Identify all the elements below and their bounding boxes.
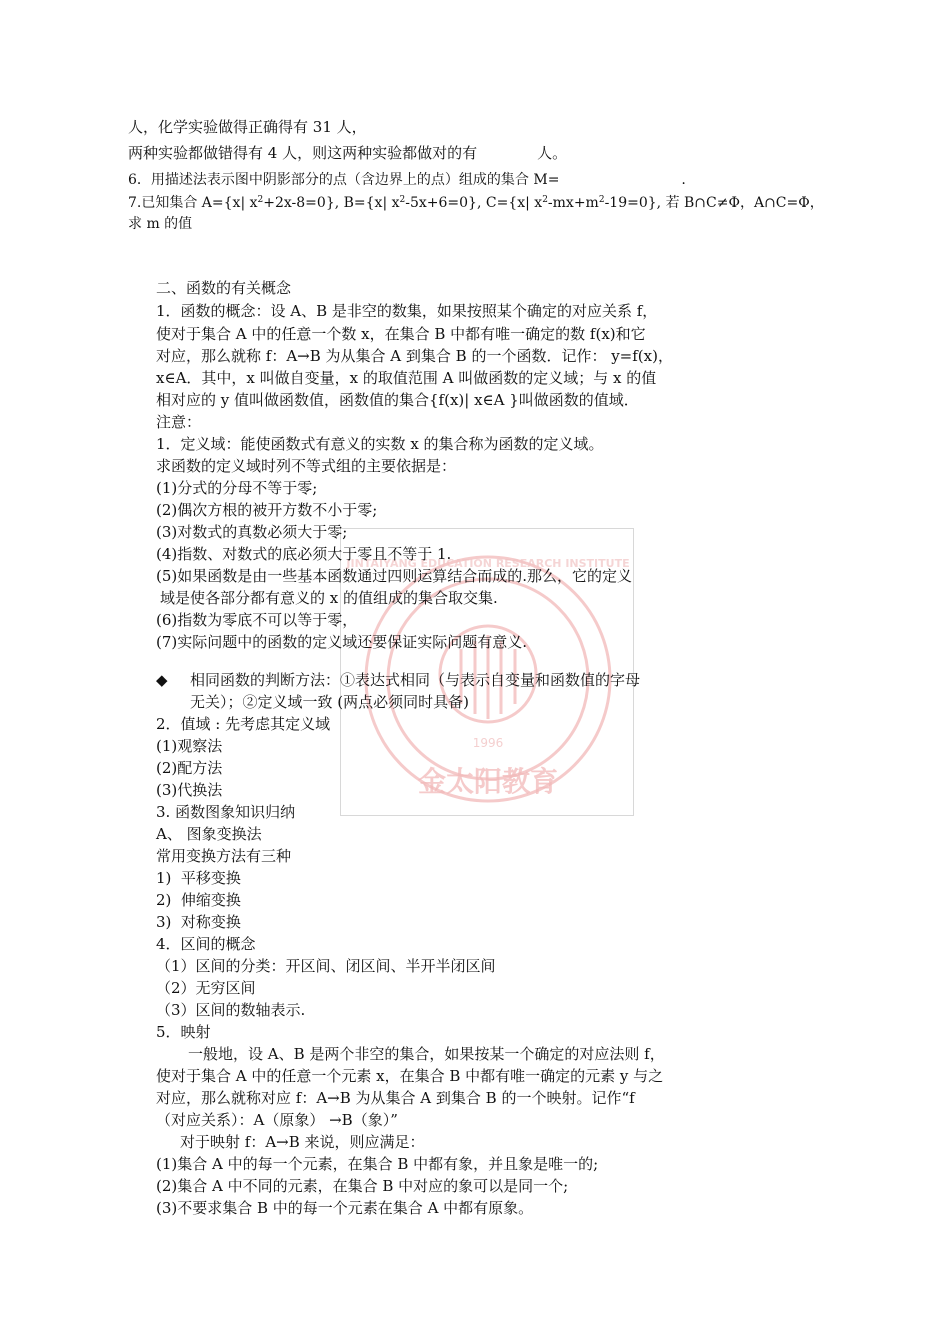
watermark-english: JINTAIYANG EDUCATION RESEARCH INSTITUTE [346, 557, 630, 570]
text-line: 人，化学实验做得正确得有 31 人， [128, 118, 367, 136]
text-segment: 7.已知集合 A={x| x [128, 195, 258, 211]
text-line: 无关）；②定义域一致 (两点必须同时具备) [190, 693, 469, 711]
text-line: 3. 函数图象知识归纳 [156, 803, 296, 821]
list-item: (3)代换法 [156, 781, 223, 799]
text-line: （对应关系）：A（原象） →B（象）” [156, 1111, 398, 1129]
list-item: (4)指数、对数式的底必须大于零且不等于 1. [156, 545, 452, 563]
text-line: 求 m 的值 [128, 216, 193, 232]
text-segment: 两种实验都做错得有 4 人，则这两种实验都做对的有 [128, 144, 478, 162]
watermark-chinese: 金太阳教育 [417, 765, 559, 798]
text-line: 相对应的 y 值叫做函数值，函数值的集合{f(x)| x∈A }叫做函数的值域． [156, 391, 639, 409]
question-7 [128, 193, 824, 213]
text-segment: . [681, 172, 686, 188]
text-line: 相同函数的判断方法：①表达式相同（与表示自变量和函数值的字母 [190, 671, 641, 689]
list-item: 1) 平移变换 [156, 869, 241, 887]
text-line: 常用变换方法有三种 [156, 847, 292, 865]
list-item: (1)观察法 [156, 737, 223, 755]
text-segment: -mx+m [547, 195, 599, 211]
text-line: 1．定义域：能使函数式有意义的实数 x 的集合称为函数的定义域。 [156, 435, 604, 453]
list-item: (7)实际问题中的函数的定义域还要保证实际问题有意义. [156, 633, 528, 651]
text-segment: -19=0}, 若 B∩C≠Φ，A∩C=Φ， [604, 195, 824, 211]
bullet-icon: ◆ [156, 671, 168, 689]
list-item: (6)指数为零底不可以等于零， [156, 611, 358, 629]
list-item: （2）无穷区间 [156, 979, 256, 997]
text-line: 对于映射 f：A→B 来说，则应满足： [180, 1133, 425, 1151]
list-item: (2)偶次方根的被开方数不小于零; [156, 501, 378, 519]
text-line: 求函数的定义域时列不等式组的主要依据是： [156, 457, 457, 475]
list-item: (3)不要求集合 B 中的每一个元素在集合 A 中都有原象。 [156, 1199, 534, 1217]
list-item: (2)配方法 [156, 759, 223, 777]
list-item: (5)如果函数是由一些基本函数通过四则运算结合而成的.那么，它的定义 [156, 567, 633, 585]
list-item: 2) 伸缩变换 [156, 891, 241, 909]
question-6 [128, 170, 686, 190]
text-line: 注意： [156, 413, 202, 431]
list-item: 3) 对称变换 [156, 913, 241, 931]
superscript: 2 [598, 195, 605, 205]
section-heading: 二、函数的有关概念 [156, 279, 292, 297]
list-item: (3)对数式的真数必须大于零; [156, 523, 348, 541]
list-item: （3）区间的数轴表示. [156, 1001, 306, 1019]
text-line: 一般地，设 A、B 是两个非空的集合，如果按某一个确定的对应法则 f， [188, 1045, 665, 1063]
watermark-year: 1996 [472, 736, 504, 750]
list-item: (1)分式的分母不等于零; [156, 479, 318, 497]
text-line: A、 图象变换法 [156, 825, 262, 843]
text-segment: 人。 [537, 144, 568, 162]
text-line: 5．映射 [156, 1023, 211, 1041]
superscript: 2 [257, 195, 264, 205]
text-segment: 6．用描述法表示图中阴影部分的点（含边界上的点）组成的集合 M= [128, 172, 560, 188]
text-line: 1．函数的概念：设 A、B 是非空的数集，如果按照某个确定的对应关系 f， [156, 302, 658, 320]
text-line: 4．区间的概念 [156, 935, 256, 953]
text-line: 使对于集合 A 中的任意一个数 x，在集合 B 中都有唯一确定的数 f(x)和它 [156, 325, 646, 343]
list-item: 域是使各部分都有意义的 x 的值组成的集合取交集. [160, 589, 498, 607]
text-segment: -5x+6=0}, C={x| x [405, 195, 543, 211]
text-line: 对应，那么就称 f：A→B 为从集合 A 到集合 B 的一个函数．记作： y=f(x)， [156, 347, 673, 365]
text-line: x∈A．其中，x 叫做自变量，x 的取值范围 A 叫做函数的定义域；与 x 的值 [156, 369, 657, 387]
superscript: 2 [542, 195, 548, 205]
text-line: 使对于集合 A 中的任意一个元素 x，在集合 B 中都有唯一确定的元素 y 与之 [156, 1067, 664, 1085]
list-item: (2)集合 A 中不同的元素，在集合 B 中对应的象可以是同一个; [156, 1177, 569, 1195]
text-line [128, 143, 567, 163]
text-line: 2．值域 : 先考虑其定义域 [156, 715, 331, 733]
list-item: (1)集合 A 中的每一个元素，在集合 B 中都有象，并且象是唯一的; [156, 1155, 599, 1173]
text-line: 对应，那么就称对应 f：A→B 为从集合 A 到集合 B 的一个映射。记作“f [156, 1089, 635, 1107]
superscript: 2 [399, 195, 406, 205]
text-segment: +2x-8=0}, B={x| x [263, 195, 400, 211]
list-item: （1）区间的分类：开区间、闭区间、半开半闭区间 [156, 957, 496, 975]
